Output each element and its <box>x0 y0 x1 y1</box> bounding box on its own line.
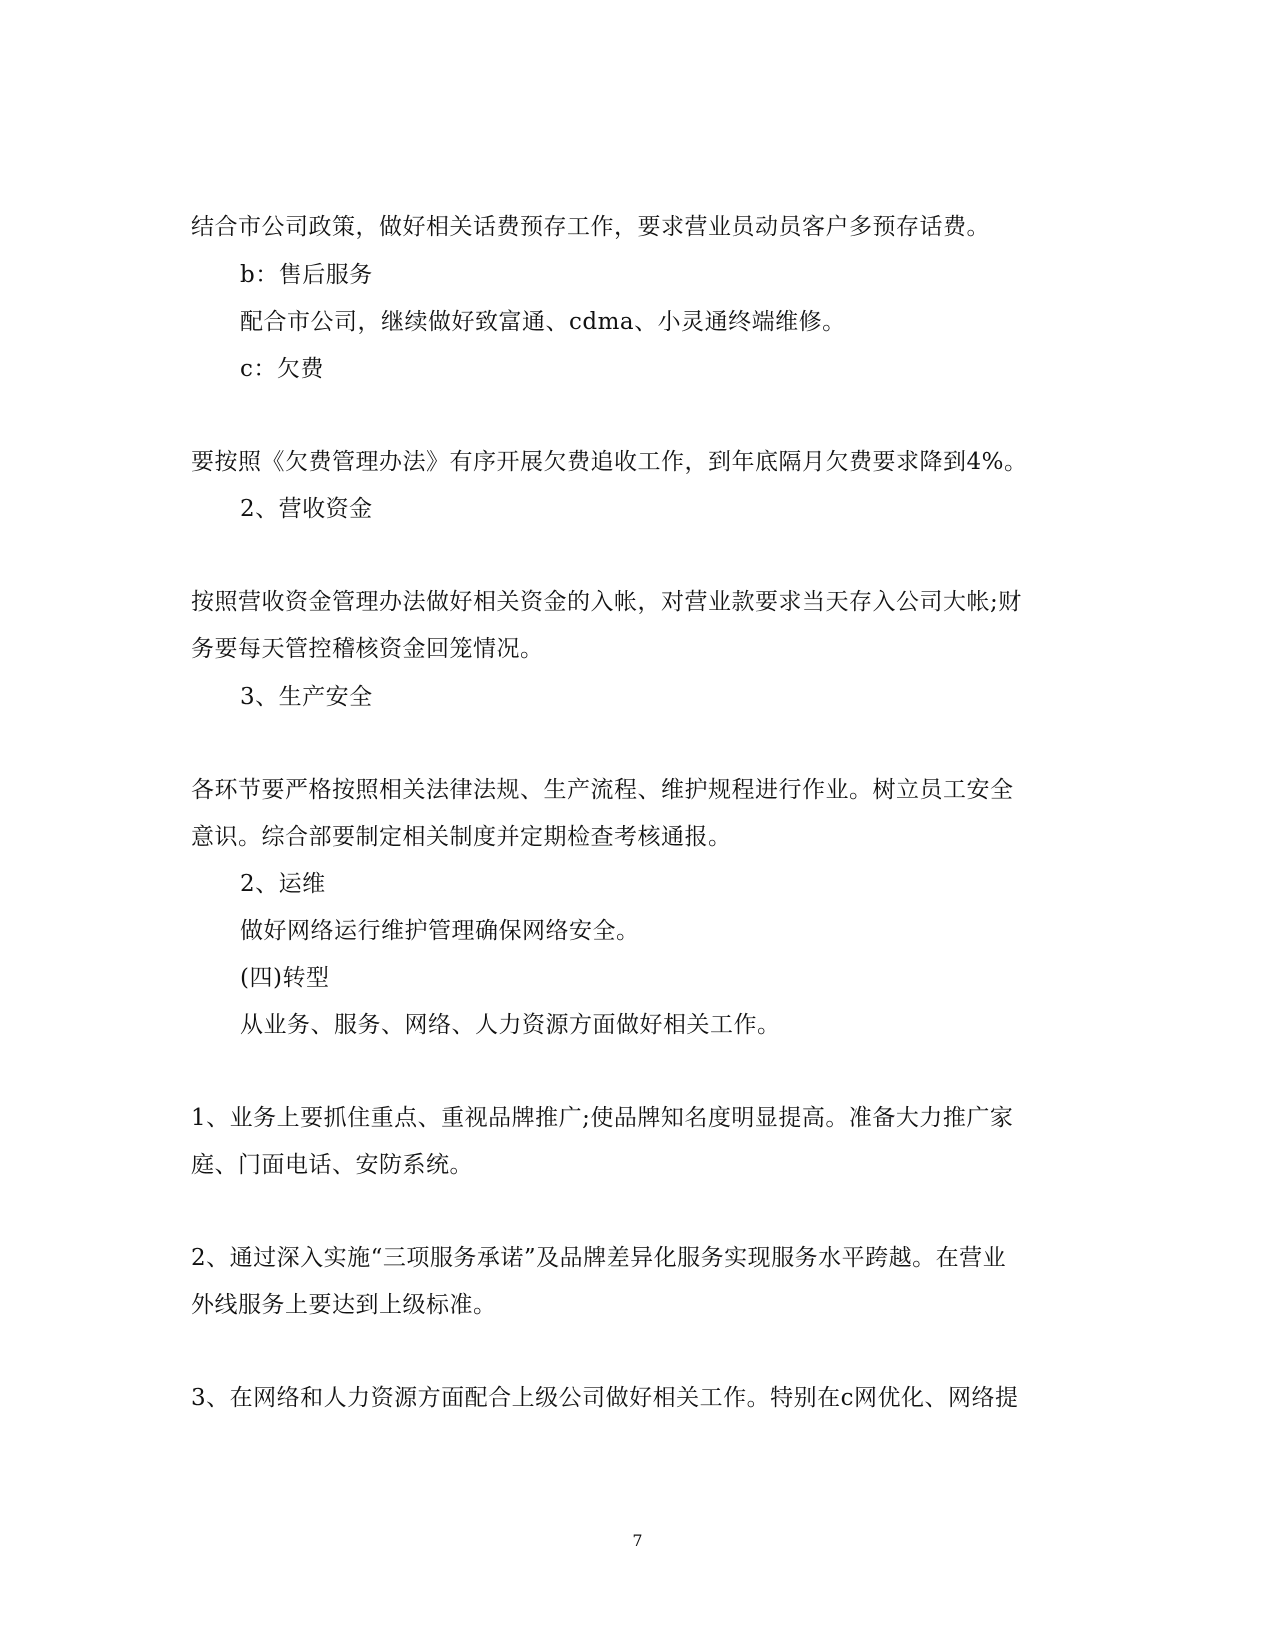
paragraph-line: 务要每天管控稽核资金回笼情况。 <box>191 636 544 662</box>
paragraph-line: 1、业务上要抓住重点、重视品牌推广;使品牌知名度明显提高。准备大力推广家 <box>191 1105 1014 1131</box>
paragraph-line: 庭、门面电话、安防系统。 <box>191 1152 473 1178</box>
paragraph-line: 按照营收资金管理办法做好相关资金的入帐，对营业款要求当天存入公司大帐;财 <box>191 589 1022 615</box>
paragraph-line: 2、通过深入实施“三项服务承诺”及品牌差异化服务实现服务水平跨越。在营业 <box>191 1245 1007 1271</box>
subheading-operations: 2、运维 <box>240 871 326 897</box>
subheading-arrears: c：欠费 <box>240 356 324 382</box>
subheading-after-sales: b：售后服务 <box>240 262 373 288</box>
subheading-transformation: (四)转型 <box>240 965 330 991</box>
page-number: 7 <box>632 1531 643 1550</box>
paragraph-line: 意识。综合部要制定相关制度并定期检查考核通报。 <box>191 824 732 850</box>
paragraph-line: 做好网络运行维护管理确保网络安全。 <box>240 918 640 944</box>
subheading-production-safety: 3、生产安全 <box>240 684 373 710</box>
paragraph-line: 结合市公司政策，做好相关话费预存工作，要求营业员动员客户多预存话费。 <box>191 214 990 240</box>
subheading-revenue-funds: 2、营收资金 <box>240 496 373 522</box>
paragraph-line: 要按照《欠费管理办法》有序开展欠费追收工作，到年底隔月欠费要求降到4%。 <box>191 449 1028 475</box>
paragraph-line: 外线服务上要达到上级标准。 <box>191 1292 497 1318</box>
paragraph-line: 配合市公司，继续做好致富通、cdma、小灵通终端维修。 <box>240 309 846 335</box>
paragraph-line: 各环节要严格按照相关法律法规、生产流程、维护规程进行作业。树立员工安全 <box>191 777 1014 803</box>
paragraph-line: 3、在网络和人力资源方面配合上级公司做好相关工作。特别在c网优化、网络提 <box>191 1385 1019 1411</box>
paragraph-line: 从业务、服务、网络、人力资源方面做好相关工作。 <box>240 1012 781 1038</box>
